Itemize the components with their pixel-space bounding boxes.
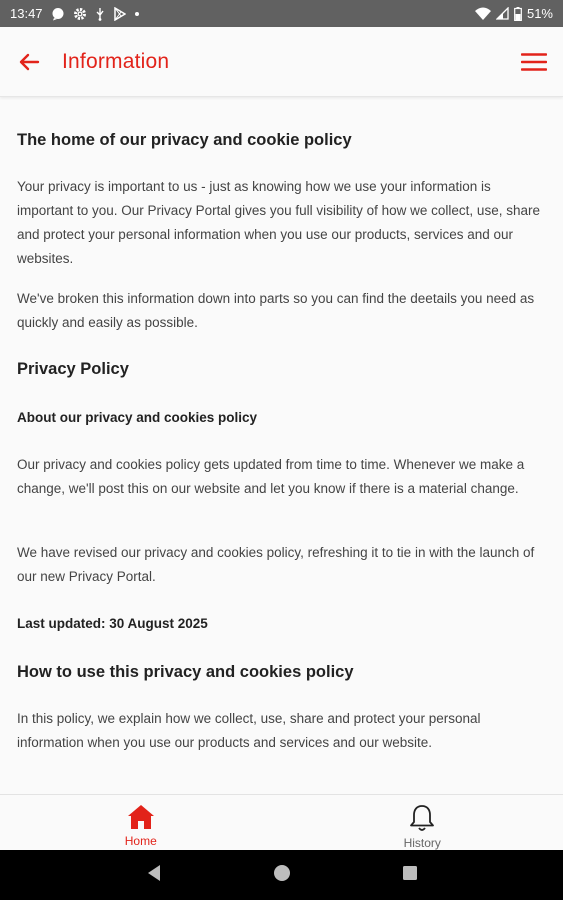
home-icon (127, 804, 155, 830)
paragraph-intro: Your privacy is important to us - just as knowing how we use your information is important to you. Our Privacy Portal gives you full visibility of how we collect, use, share and protect your personal information when you use our products, services and our websites. (17, 179, 540, 266)
usb-icon (95, 7, 105, 21)
menu-button[interactable] (505, 27, 563, 97)
status-time: 13:47 (10, 6, 43, 21)
home-circle-icon[interactable] (273, 864, 291, 887)
chat-bubble-icon (51, 7, 65, 21)
play-store-icon (113, 7, 126, 21)
content-scroll-area[interactable] (0, 97, 563, 794)
signal-icon (496, 7, 509, 20)
battery-percentage: 51% (526, 6, 553, 21)
nav-label-history: History (403, 836, 441, 850)
subheading-about-policy: About our privacy and cookies policy (17, 410, 258, 425)
paragraph-how-to-use: In this policy, we explain how we collect, use, share and protect your personal information when you use our products and services and our website. (17, 711, 481, 750)
nav-label-home: Home (124, 834, 157, 848)
section-heading-privacy-home: The home of our privacy and cookie policy (17, 131, 352, 149)
last-updated-text: Last updated: 30 August 2025 (17, 616, 208, 631)
paragraph-parts: We've broken this information down into parts so you can find the deetails you need as quickly and easily as possible. (17, 291, 535, 330)
paragraph-updates: Our privacy and cookies policy gets updated from time to time. Whenever we make a change, we'll post this on our website and let you know if there is a material change. (17, 457, 525, 496)
back-triangle-icon[interactable] (146, 864, 162, 887)
nav-item-history[interactable] (282, 795, 563, 850)
arrow-left-icon (18, 53, 40, 71)
dot-icon (134, 11, 140, 17)
system-navigation-bar (0, 850, 563, 900)
settings-gear-icon (73, 7, 87, 21)
page-title: Information (62, 49, 170, 73)
wifi-icon (475, 7, 491, 20)
battery-icon (514, 7, 522, 21)
hamburger-menu-icon (521, 52, 547, 72)
back-button[interactable] (0, 27, 58, 97)
section-heading-privacy-policy: Privacy Policy (17, 360, 129, 378)
nav-item-home[interactable] (0, 795, 282, 850)
status-bar (0, 0, 563, 27)
paragraph-revised: We have revised our privacy and cookies policy, refreshing it to tie in with the launch of our new Privacy Portal. (17, 545, 535, 584)
app-bar (0, 27, 563, 97)
recents-square-icon[interactable] (402, 865, 418, 886)
section-heading-how-to-use: How to use this privacy and cookies policy (17, 663, 354, 681)
bell-icon (409, 804, 435, 832)
bottom-navigation (0, 794, 563, 850)
